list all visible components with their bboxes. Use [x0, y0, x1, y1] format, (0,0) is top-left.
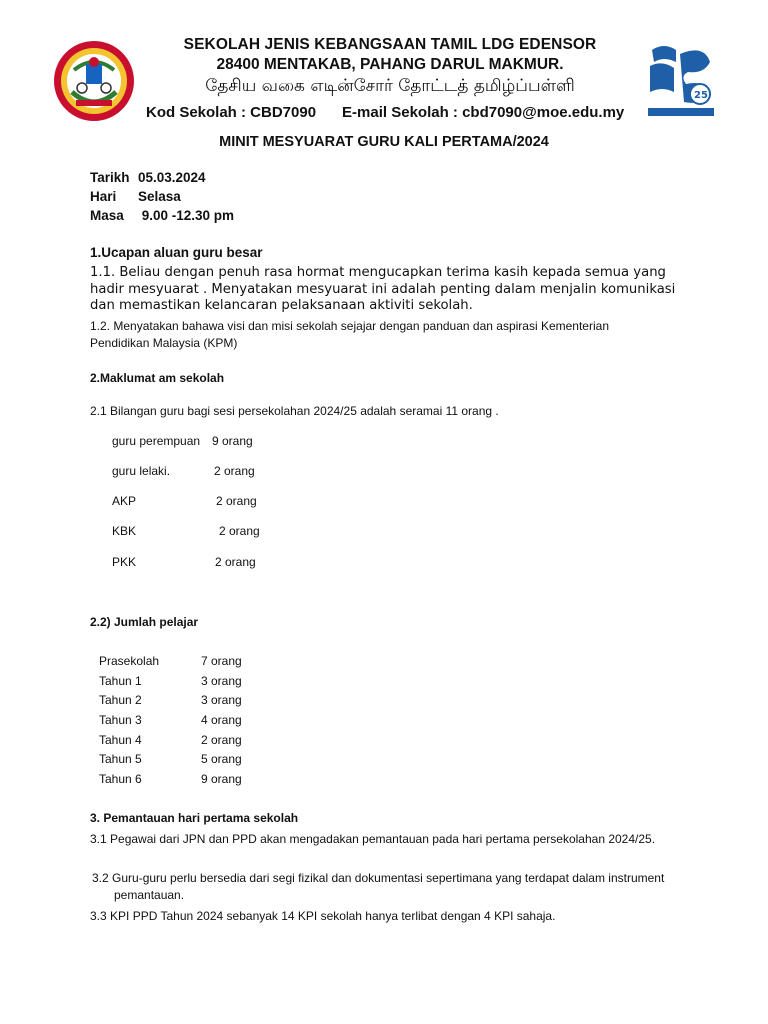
row-label: guru perempuan	[112, 434, 201, 448]
row-label: AKP	[112, 494, 137, 508]
student-row-value: 7 orang	[201, 654, 242, 668]
student-row-value: 3 orang	[201, 674, 242, 688]
meta-label: Masa	[90, 208, 124, 223]
meta-value: Selasa	[138, 189, 181, 204]
row-label: PKK	[112, 555, 137, 569]
school-crest-logo	[52, 40, 136, 122]
section-2-2-heading: 2.2) Jumlah pelajar	[90, 615, 199, 629]
student-row-label: Prasekolah	[99, 654, 160, 668]
section-2-heading: 2.Maklumat am sekolah	[90, 371, 225, 385]
student-row-value: 2 orang	[201, 733, 242, 747]
teacher-row-value: 2 orang	[219, 524, 260, 538]
meta-value: 9.00 -12.30 pm	[138, 208, 235, 223]
meta-date	[90, 170, 206, 185]
school-address: 28400 MENTAKAB, PAHANG DARUL MAKMUR.	[216, 56, 564, 73]
teacher-row-value: 2 orang	[215, 555, 256, 569]
teacher-row	[112, 464, 170, 478]
teacher-row-value: 2 orang	[214, 464, 255, 478]
section-1-paragraph-2: 1.2. Menyatakan bahawa visi dan misi sekolah sejajar dengan panduan dan aspirasi Kementerian Pendidikan Malaysia (KPM)	[90, 319, 609, 350]
student-row-value: 9 orang	[201, 772, 242, 786]
programme-logo	[644, 40, 718, 122]
teacher-row	[112, 555, 136, 569]
contact-line	[146, 104, 624, 121]
meta-label: Hari	[90, 189, 117, 204]
svg-text:25: 25	[694, 90, 708, 101]
student-row-label: Tahun 5	[99, 752, 142, 766]
section-3-item: 3.1 Pegawai dari JPN dan PPD akan mengadakan pemantauan pada hari pertama persekolahan 2024/25.	[90, 832, 656, 846]
teacher-row-value: 2 orang	[216, 494, 257, 508]
section-3-item: 3.2 Guru-guru perlu bersedia dari segi fizikal dan dokumentasi sepertimana yang terdapat dalam instrument pemantauan.	[92, 871, 665, 902]
student-row-value: 4 orang	[201, 713, 242, 727]
meta-label: Tarikh	[90, 170, 130, 185]
teacher-row	[112, 524, 136, 538]
section-1-paragraph-1: 1.1. Beliau dengan penuh rasa hormat mengucapkan terima kasih kepada semua yang hadir mesyuarat . Menyatakan mesyuarat ini adalah penting dalam menjalin komunikasi dan memastikan kelancaran pelaksanaan aktiviti sekolah.	[90, 265, 676, 313]
section-2-paragraph-1: 2.1 Bilangan guru bagi sesi persekolahan 2024/25 adalah seramai 11 orang .	[90, 404, 499, 418]
student-row-label: Tahun 2	[99, 693, 142, 707]
teacher-row	[112, 494, 136, 508]
school-name: SEKOLAH JENIS KEBANGSAAN TAMIL LDG EDENSOR	[183, 36, 597, 53]
school-code: Kod Sekolah : CBD7090	[146, 104, 317, 121]
teacher-row	[112, 434, 200, 448]
student-row-label: Tahun 1	[99, 674, 142, 688]
row-label: KBK	[112, 524, 137, 538]
student-row-label: Tahun 4	[99, 733, 142, 747]
teacher-row-value: 9 orang	[212, 434, 253, 448]
school-email: E-mail Sekolah : cbd7090@moe.edu.my	[342, 104, 625, 121]
document-title: MINIT MESYUARAT GURU KALI PERTAMA/2024	[219, 134, 549, 150]
student-row-value: 5 orang	[201, 752, 242, 766]
section-1-heading: 1.Ucapan aluan guru besar	[90, 245, 263, 260]
meta-day	[90, 189, 181, 204]
student-row-label: Tahun 6	[99, 772, 142, 786]
section-3-item: 3.3 KPI PPD Tahun 2024 sebanyak 14 KPI sekolah hanya terlibat dengan 4 KPI sahaja.	[90, 909, 556, 923]
student-row-label: Tahun 3	[99, 713, 142, 727]
section-3-heading: 3. Pemantauan hari pertama sekolah	[90, 811, 299, 825]
student-row-value: 3 orang	[201, 693, 242, 707]
meta-time	[90, 208, 234, 223]
row-label: guru lelaki.	[112, 464, 171, 478]
meta-value: 05.03.2024	[138, 170, 206, 185]
school-name-tamil: தேசிய வகை எடின்சோர் தோட்டத் தமிழ்ப்பள்ளி	[205, 76, 575, 96]
